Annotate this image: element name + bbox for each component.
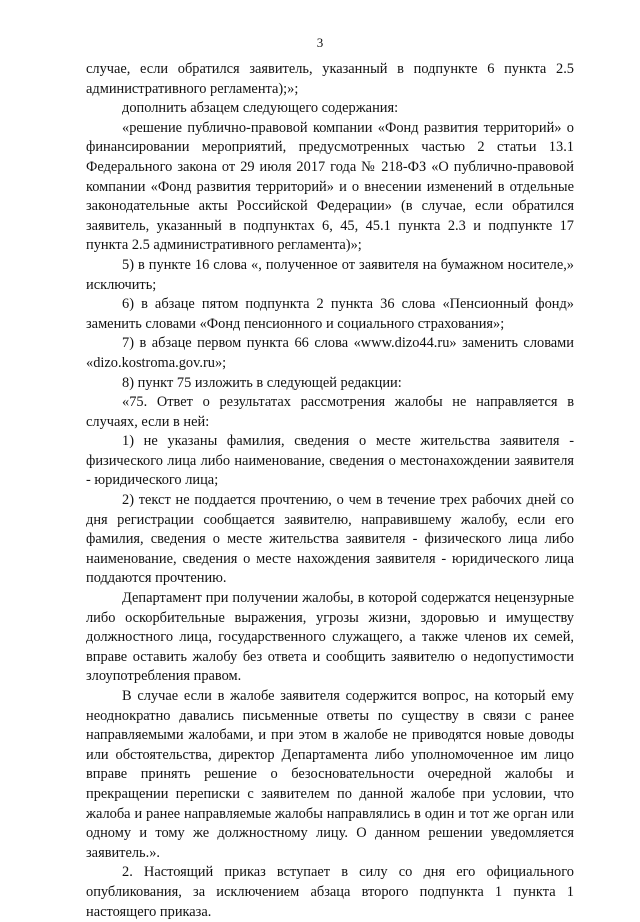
paragraph-department-obscene: Департамент при получении жалобы, в которой содержатся нецензурные либо оскорбительные выражения, угрозы жизни, здоровью и имуществу должностного лица, государственного служащего, а также членов их семей, вправе оставить жалобу без ответа и сообщить заявителю о недопустимости злоупотребления правом. [86, 590, 574, 685]
paragraph-subitem-1: 1) не указаны фамилия, сведения о месте жительства заявителя - физического лица либо наименование, сведения о местонахождении заявителя - юридического лица; [86, 433, 574, 489]
paragraph-item-5: 5) в пункте 16 слова «, полученное от заявителя на бумажном носителе,» исключить; [86, 256, 574, 293]
paragraph-clause-75: «75. Ответ о результатах рассмотрения жалобы не направляется в случаях, если в ней: [86, 394, 574, 430]
paragraph-fund-decision: «решение публично-правовой компании «Фонд развития территорий» о финансировании мероприятий, предусмотренных частью 2 статьи 13.1 Федерального закона от 29 июля 2017 года № 218-ФЗ «О публично-правовой компании «Фонд развития территорий» и о внесении изменений в отдельные законодательные акты Российской Федерации» (в случае, если обратился заявитель, указанный в подпунктах 6, 45, 45.1 пункта 2.3 и подпункте 17 пункта 2.5 административного регламента)»; [86, 119, 574, 254]
paragraph-item-7: 7) в абзаце первом пункта 66 слова «www.dizo44.ru» заменить словами «dizo.kostroma.gov.ru»; [86, 335, 574, 371]
paragraph-effective-date: 2. Настоящий приказ вступает в силу со дня его официального опубликования, за исключением абзаца второго подпункта 1 пункта 1 настоящего приказа. [86, 864, 574, 920]
paragraph-subitem-2: 2) текст не поддается прочтению, о чем в течение трех рабочих дней со дня регистрации сообщается заявителю, направившему жалобу, если его фамилия, сведения о месте жительства заявителя - физического лица либо наименование, сведения о месте нахождения заявителя - юридического лица поддаются прочтению. [86, 492, 574, 587]
paragraph-item-8: 8) пункт 75 изложить в следующей редакции: [122, 374, 402, 391]
paragraph-item-6: 6) в абзаце пятом подпункта 2 пункта 36 слова «Пенсионный фонд» заменить словами «Фонд пенсионного и социального страхования»; [86, 296, 574, 332]
page-number: 3 [316, 35, 324, 50]
document-body [86, 60, 574, 922]
paragraph-continuation: случае, если обратился заявитель, указанный в подпункте 6 пункта 2.5 административного регламента);»; [86, 61, 574, 97]
paragraph-add-clause: дополнить абзацем следующего содержания: [122, 100, 399, 117]
paragraph-repeated-complaint: В случае если в жалобе заявителя содержится вопрос, на который ему неоднократно давались письменные ответы по существу в связи с ранее направляемыми жалобами, и при этом в жалобе не приводятся новые доводы или обстоятельства, директор Департамента либо уполномоченное им лицо вправе принять решение о безосновательности очередной жалобы и прекращении переписки с заявителем по данной жалобе при условии, что жалоба и ранее направляемые жалобы направлялись в один и тот же орган или одному и тому же должностному лицу. О данном решении уведомляется заявитель.». [86, 688, 574, 861]
